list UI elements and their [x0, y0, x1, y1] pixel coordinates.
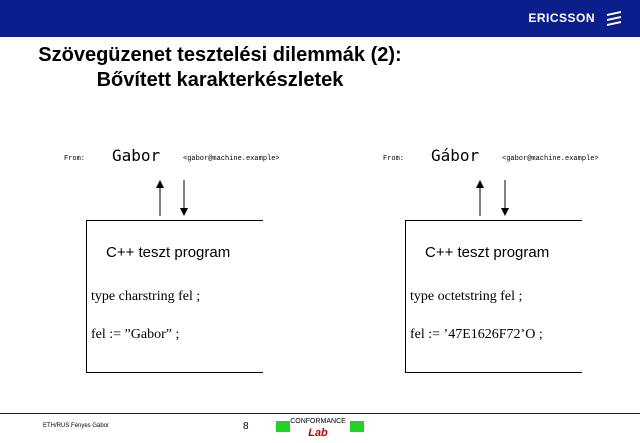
- page-number: 8: [243, 421, 249, 432]
- brand-name: ERICSSON: [528, 11, 595, 25]
- left-code-line-2: fel := ”Gabor” ;: [91, 327, 180, 342]
- right-program-title: C++ teszt program: [425, 244, 550, 261]
- right-from-label: From:: [383, 155, 405, 163]
- right-code-line-1: type octetstring fel ;: [410, 289, 523, 304]
- logo-green-right: [350, 421, 364, 432]
- left-sender-name: Gabor: [112, 146, 161, 165]
- title-line-2: Bővített karakterkészletek: [96, 69, 344, 91]
- title-line-1: Szövegüzenet tesztelési dilemmák (2):: [38, 44, 402, 66]
- footer-divider: [0, 413, 640, 414]
- left-sender-email: <gabor@machine.example>: [183, 155, 280, 163]
- logo-lab: Lab: [308, 427, 328, 439]
- logo-green-left: [276, 421, 290, 432]
- right-code-line-2: fel := ’47E1626F72’O ;: [410, 327, 543, 342]
- right-sender-email: <gabor@machine.example>: [502, 155, 599, 163]
- right-sender-name: Gábor: [431, 146, 480, 165]
- left-from-label: From:: [64, 155, 86, 163]
- logo-text: CONFORMANCE: [290, 418, 346, 425]
- footer-author: ETH/RUS Fényes Gábor: [43, 423, 110, 429]
- left-code-line-1: type charstring fel ;: [91, 289, 201, 304]
- left-program-title: C++ teszt program: [106, 244, 231, 261]
